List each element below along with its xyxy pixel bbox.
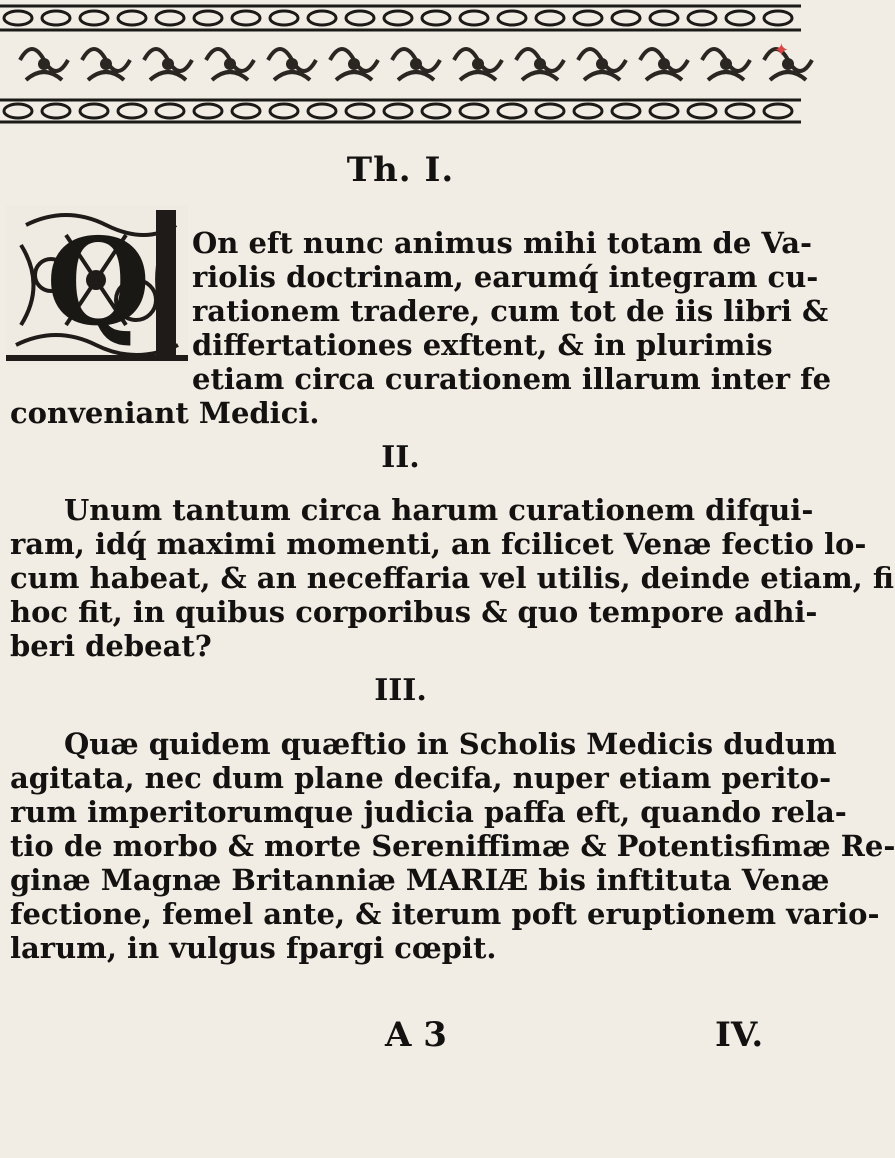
signature-mark: A 3	[385, 1015, 447, 1055]
text-line: Unum tantum circa harum curationem difqui-	[64, 493, 814, 527]
text-line: ram, idq́ maximi momenti, an fcilicet Venæ fectio lo-	[10, 527, 867, 561]
text-line: agitata, nec dum plane decifa, nuper etiam perito-	[10, 761, 832, 795]
catchword: IV.	[715, 1015, 764, 1055]
text-line: ginæ Magnæ Britanniæ MARIÆ bis inftituta Venæ	[10, 863, 830, 897]
text-line: tio de morbo & morte Sereniffimæ & Potentisfimæ Re-	[10, 829, 895, 863]
text-line: fectione, femel ante, & iterum poft eruptionem vario-	[10, 897, 880, 931]
text-line: larum, in vulgus fpargi cœpit.	[10, 931, 497, 965]
ornamental-headpiece	[0, 0, 801, 130]
text-line: differtationes exftent, & in plurimis	[192, 328, 773, 362]
red-mark-icon: ✦	[773, 40, 789, 61]
text-line: conveniant Medici.	[10, 396, 320, 430]
section-heading-1: Th. I.	[346, 150, 455, 190]
decorated-initial	[6, 205, 188, 365]
text-line: riolis doctrinam, earumq́ integram cu-	[192, 260, 819, 294]
text-line: rationem tradere, cum tot de iis libri &	[192, 294, 829, 328]
text-line: On eft nunc animus mihi totam de Va-	[192, 226, 813, 260]
text-line: hoc fit, in quibus corporibus & quo tempore adhi-	[10, 595, 818, 629]
section-heading-2: II.	[381, 440, 420, 475]
text-line: rum imperitorumque judicia paffa eft, quando rela-	[10, 795, 847, 829]
text-line: cum habeat, & an neceffaria vel utilis, deinde etiam, fi	[10, 561, 894, 595]
text-line: Quæ quidem quæftio in Scholis Medicis dudum	[64, 727, 837, 761]
text-line: beri debeat?	[10, 629, 212, 663]
initial-letter: Q	[46, 212, 151, 353]
section-heading-3: III.	[374, 673, 427, 708]
text-line: etiam circa curationem illarum inter fe	[192, 362, 832, 396]
